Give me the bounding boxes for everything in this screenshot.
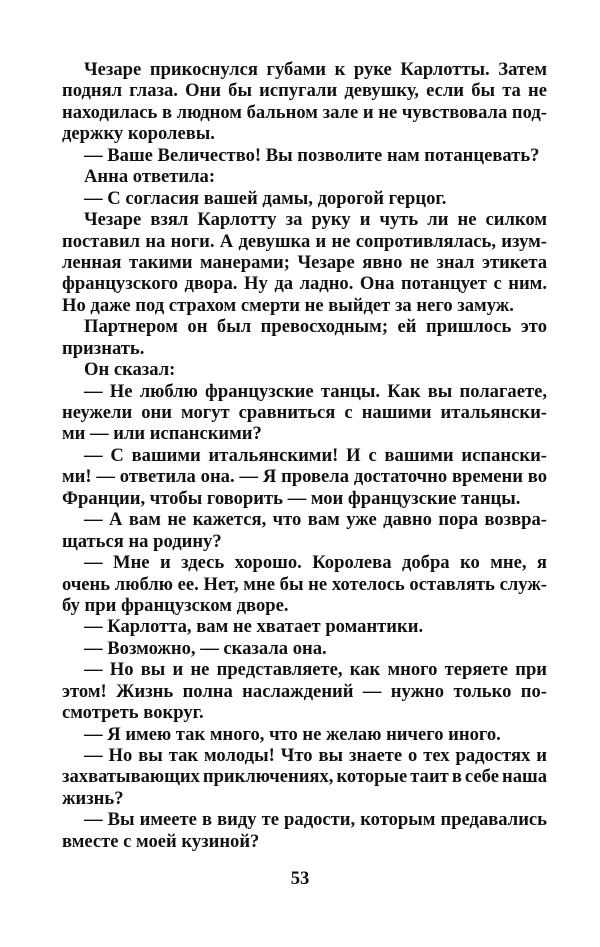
text-line: — Карлотта, вам не хватает романтики.	[84, 616, 424, 638]
paragraph	[62, 724, 547, 745]
paragraph	[62, 381, 547, 445]
page-body-text	[62, 59, 547, 852]
paragraph	[62, 745, 547, 809]
text-line: — А вам не кажется, что вам уже давно пора возвра-	[84, 509, 547, 531]
text-line: жизнь?	[62, 787, 124, 809]
text-line: ми — или испанскими?	[62, 423, 262, 445]
text-line: — Вы имеете в виду те радости, которым предавались	[84, 809, 547, 831]
paragraph	[62, 145, 547, 166]
paragraph	[62, 359, 547, 380]
text-line: — Но вы и не представляете, как много теряете при	[84, 659, 547, 681]
text-line: Чезаре взял Карлотту за руку и чуть ли не силком	[84, 209, 547, 231]
paragraph	[62, 659, 547, 723]
paragraph	[62, 209, 547, 316]
paragraph	[62, 809, 547, 852]
paragraph	[62, 166, 547, 187]
text-line: поставил на ноги. А девушка и не сопротивлялась, изум-	[62, 230, 547, 252]
text-line: очень люблю ее. Нет, мне бы не хотелось оставлять служ-	[62, 573, 547, 595]
paragraph	[62, 188, 547, 209]
text-line: Чезаре прикоснулся губами к руке Карлотты. Затем	[84, 59, 547, 80]
text-line: — Я имею так много, что не желаю ничего иного.	[84, 723, 501, 745]
text-line: неужели они могут сравниться с нашими итальянски-	[62, 402, 547, 423]
text-line: — С вашими итальянскими! И с вашими испански-	[84, 444, 547, 466]
text-line: держку королевы.	[62, 123, 215, 145]
paragraph	[62, 316, 547, 359]
text-line: Но даже под страхом смерти не выйдет за него замуж.	[62, 294, 514, 316]
text-line: признать.	[62, 337, 145, 359]
text-line: Партнером он был превосходным; ей пришлось это	[84, 316, 547, 338]
text-line: находилась в людном бальном зале и не чувствовала под-	[62, 101, 547, 123]
paragraph	[62, 552, 547, 616]
text-line: — Но вы так молоды! Что вы знаете о тех радостях и	[84, 745, 547, 766]
paragraph	[62, 445, 547, 509]
text-line: поднял глаза. Они бы испугали девушку, если бы та не	[62, 80, 547, 102]
text-line: захватывающих приключениях, которые таит в себе наша	[62, 766, 547, 788]
text-line: вместе с моей кузиной?	[62, 830, 260, 852]
text-line: — Ваше Величество! Вы позволите нам потанцевать?	[84, 144, 540, 166]
paragraph	[62, 616, 547, 637]
text-line: Франции, чтобы говорить — мои французские танцы.	[62, 487, 521, 509]
text-line: ленная такими манерами; Чезаре явно не знал этикета	[62, 251, 547, 273]
paragraph	[62, 509, 547, 552]
text-line: — Мне и здесь хорошо. Королева добра ко мне, я	[84, 552, 547, 574]
paragraph	[62, 638, 547, 659]
text-line: смотреть вокруг.	[62, 702, 204, 724]
text-line: — С согласия вашей дамы, дорогой герцог.	[84, 187, 447, 209]
page-number: 53	[290, 868, 310, 889]
text-line: бу при французском дворе.	[62, 594, 289, 616]
paragraph	[62, 59, 547, 145]
text-line: — Возможно, — сказала она.	[84, 637, 327, 659]
text-line: — Не люблю французские танцы. Как вы полагаете,	[84, 380, 547, 402]
text-line: французского двора. Ну да ладно. Она потанцует с ним.	[62, 273, 547, 295]
text-line: ми! — ответила она. — Я провела достаточно времени во	[62, 466, 547, 488]
text-line: этом! Жизнь полна наслаждений — нужно только по-	[62, 680, 547, 702]
text-line: Анна ответила:	[84, 166, 216, 188]
text-line: Он сказал:	[84, 359, 176, 381]
text-line: щаться на родину?	[62, 530, 222, 552]
